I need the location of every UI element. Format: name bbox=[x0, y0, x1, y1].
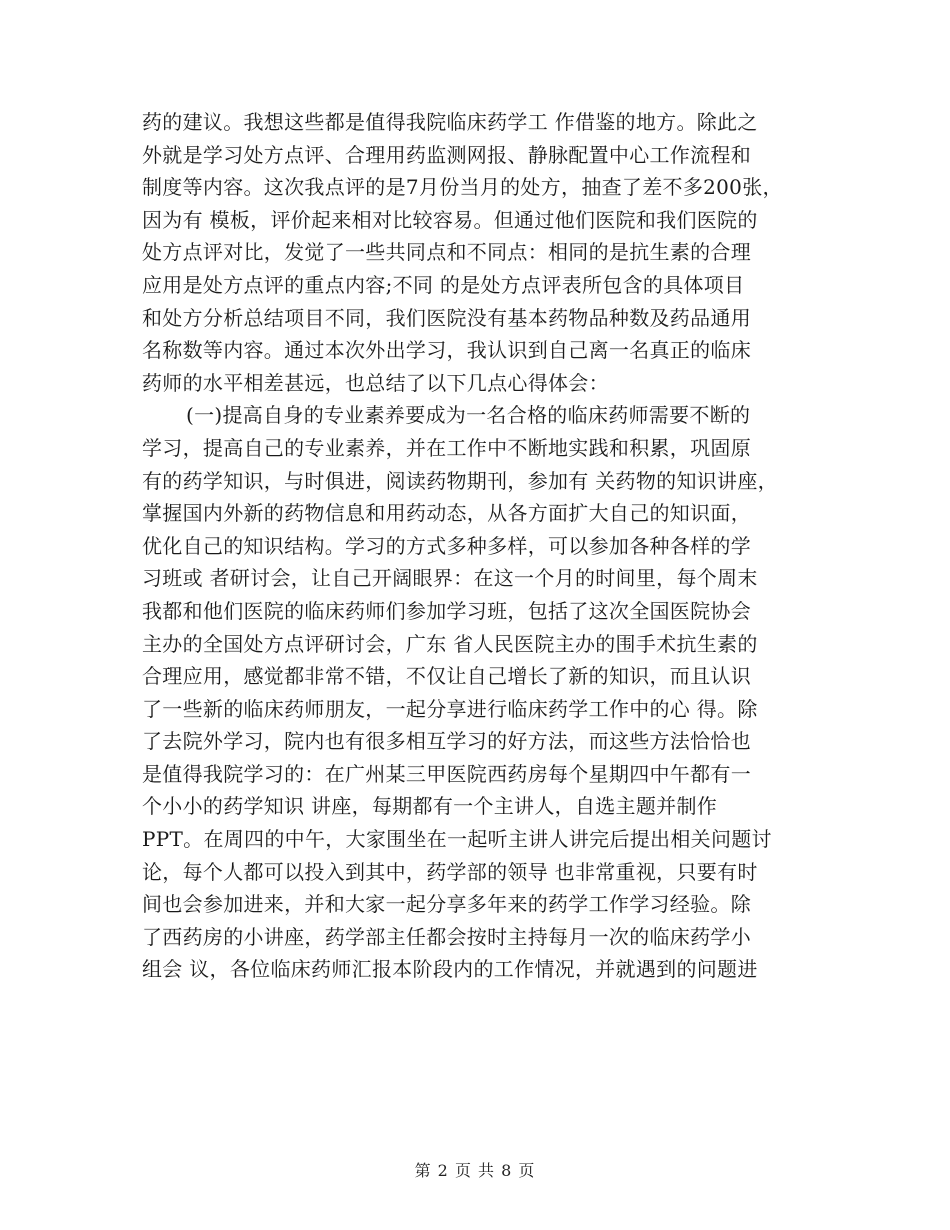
text-line: 学习，提高自己的专业素养，并在工作中不断地实践和积累，巩固原 bbox=[142, 435, 751, 460]
text-line: 处方点评对比，发觉了一些共同点和不同点：相同的是抗生素的合理 bbox=[142, 240, 751, 265]
text-line: 药师的水平相差甚远，也总结了以下几点心得体会： bbox=[142, 370, 609, 395]
text-line: 掌握国内外新的药物信息和用药动态，从各方面扩大自己的知识面， bbox=[142, 501, 751, 526]
text-line: 优化自己的知识结构。学习的方式多种多样，可以参加各种各样的学 bbox=[142, 533, 751, 558]
text-line: PPT。在周四的中午，大家围坐在一起听主讲人讲完后提出相关问题讨 bbox=[142, 827, 772, 852]
text-line: 了一些新的临床药师朋友，一起分享进行临床药学工作中的心 得。除 bbox=[142, 696, 758, 721]
text-line: 药的建议。我想这些都是值得我院临床药学工 作借鉴的地方。除此之 bbox=[142, 110, 758, 134]
text-line: 是值得我院学习的：在广州某三甲医院西药房每个星期四中午都有一 bbox=[142, 761, 751, 786]
text-line: 名称数等内容。通过本次外出学习，我认识到自己离一名真正的临床 bbox=[142, 338, 751, 363]
section-heading-line: (一)提高自身的专业素养要成为一名合格的临床药师需要不断的 bbox=[186, 403, 751, 428]
text-line: 有的药学知识，与时俱进，阅读药物期刊，参加有 关药物的知识讲座， bbox=[142, 468, 778, 493]
text-line: 应用是处方点评的重点内容;不同 的是处方点评表所包含的具体项目 bbox=[142, 272, 745, 297]
text-line: 我都和他们医院的临床药师们参加学习班，包括了这次全国医院协会 bbox=[142, 598, 751, 623]
text-line: 组会 议，各位临床药师汇报本阶段内的工作情况，并就遇到的问题进 bbox=[142, 957, 758, 982]
text-line: 外就是学习处方点评、合理用药监测网报、静脉配置中心工作流程和 bbox=[142, 142, 751, 167]
body-text bbox=[142, 106, 832, 986]
text-line: 习班或 者研讨会，让自己开阔眼界：在这一个月的时间里，每个周末 bbox=[142, 566, 758, 591]
text-line: 论，每个人都可以投入到其中，药学部的领导 也非常重视，只要有时 bbox=[142, 859, 758, 884]
text-line: 合理应用，感觉都非常不错，不仅让自己增长了新的知识，而且认识 bbox=[142, 664, 751, 689]
text-line: 了去院外学习，院内也有很多相互学习的好方法，而这些方法恰恰也 bbox=[142, 729, 751, 754]
text-line: 个小小的药学知识 讲座，每期都有一个主讲人，自选主题并制作 bbox=[142, 794, 718, 819]
text-line: 和处方分析总结项目不同，我们医院没有基本药物品种数及药品通用 bbox=[142, 305, 751, 330]
page-number-footer: 第 2 页 共 8 页 bbox=[414, 1161, 536, 1180]
text-line: 了西药房的小讲座，药学部主任都会按时主持每月一次的临床药学小 bbox=[142, 924, 751, 949]
text-line: 制度等内容。这次我点评的是7月份当月的处方，抽查了差不多200张， bbox=[142, 175, 783, 200]
text-line: 因为有 模板，评价起来相对比较容易。但通过他们医院和我们医院的 bbox=[142, 207, 758, 232]
text-line: 主办的全国处方点评研讨会，广东 省人民医院主办的围手术抗生素的 bbox=[142, 631, 758, 656]
text-line: 间也会参加进来，并和大家一起分享多年来的药学工作学习经验。除 bbox=[142, 892, 751, 917]
